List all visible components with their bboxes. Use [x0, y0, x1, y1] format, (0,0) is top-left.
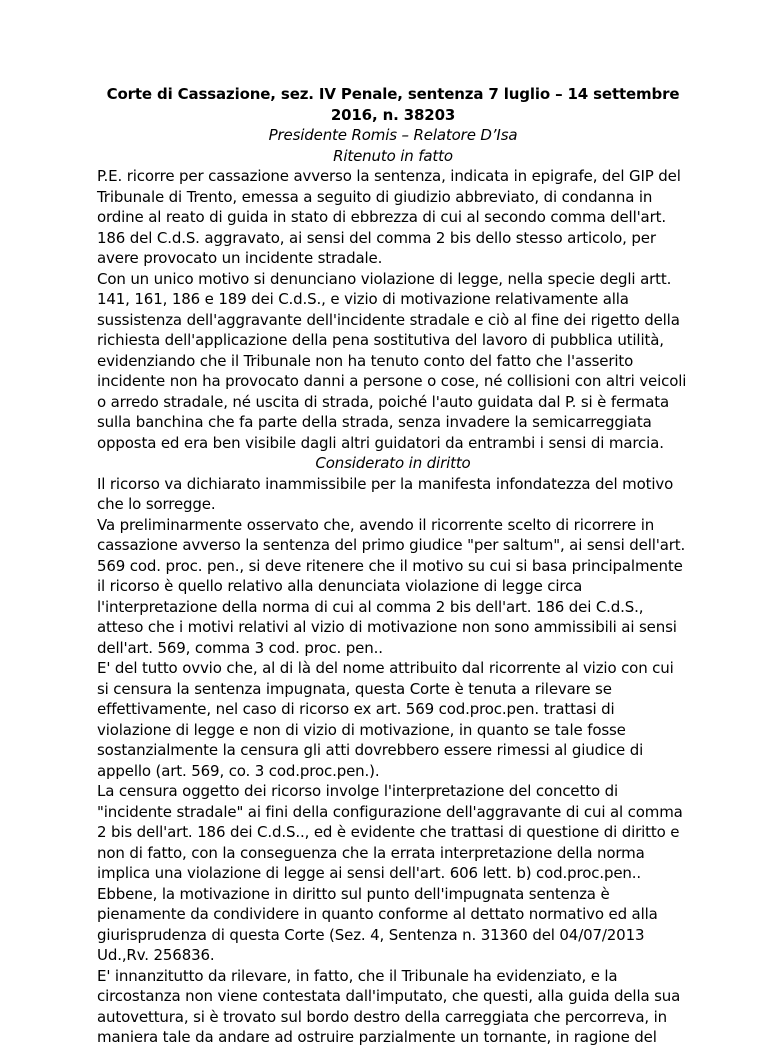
paragraph: E' del tutto ovvio che, al di là del nome attribuito dal ricorrente al vizio con cui si censura la sentenza impugnata, questa Corte è tenuta a rilevare se effettivamente, nel caso di ricorso ex art. 569 cod.proc.pen. trattasi di violazione di legge e non di vizio di motivazione, in quanto se tale fosse sostanzialmente la censura gli atti dovrebbero essere rimessi al giudice di appello (art. 569, co. 3 cod.proc.pen.). [97, 659, 674, 780]
document-subtitle: Presidente Romis – Relatore D’Isa [268, 126, 518, 144]
paragraph: Con un unico motivo si denunciano violazione di legge, nella specie degli artt. 141, 161, 186 e 189 dei C.d.S., e vizio di motivazione relativamente alla sussistenza dell'aggravante dell'incidente stradale e ciò al fine dei rigetto della richiesta dell'applicazione della pena sostitutiva del lavoro di pubblica utilità, evidenziando che il Tribunale non ha tenuto conto del fatto che l'asserito incidente non ha provocato danni a persone o cose, né collisioni con altri veicoli o arredo stradale, né uscita di strada, poiché l'auto guidata dal P. si è fermata sulla banchina che fa parte della strada, senza invadere la semicarreggiata opposta ed era ben visibile dagli altri guidatori da entrambi i sensi di marcia. [97, 269, 687, 452]
paragraph: P.E. ricorre per cassazione avverso la sentenza, indicata in epigrafe, del GIP del Tribunale di Trento, emessa a seguito di giudizio abbreviato, di condanna in ordine al reato di guida in stato di ebbrezza di cui al secondo comma dell'art. 186 del C.d.S. aggravato, ai sensi del comma 2 bis dello stesso articolo, per avere provocato un incidente stradale. [97, 167, 681, 267]
paragraph: La censura oggetto dei ricorso involge l'interpretazione del concetto di "incidente stradale" ai fini della configurazione dell'aggravante di cui al comma 2 bis dell'art. 186 dei C.d.S.., ed è evidente che trattasi di questione di diritto e non di fatto, con la conseguenza che la errata interpretazione della norma implica una violazione di legge ai sensi dell'art. 606 lett. b) cod.proc.pen.. [97, 782, 683, 882]
document-page [97, 84, 689, 1048]
paragraph: Ebbene, la motivazione in diritto sul punto dell'impugnata sentenza è pienamente da condividere in quanto conforme al dettato normativo ed alla giurisprudenza di questa Corte (Sez. 4, Sentenza n. 31360 del 04/07/2013 Ud.,Rv. 256836. [97, 884, 658, 964]
paragraph: Va preliminarmente osservato che, avendo il ricorrente scelto di ricorrere in cassazione avverso la sentenza del primo giudice "per saltum", ai sensi dell'art. 569 cod. proc. pen., si deve ritenere che il motivo su cui si basa principalmente il ricorso è quello relativo alla denunciata violazione di legge circa l'interpretazione della norma di cui al comma 2 bis dell'art. 186 dei C.d.S., atteso che i motivi relativi al vizio di motivazione non sono ammissibili ai sensi dell'art. 569, comma 3 cod. proc. pen.. [97, 515, 686, 657]
document-title: Corte di Cassazione, sez. IV Penale, sentenza 7 luglio – 14 settembre 2016, n. 38203 [106, 85, 680, 124]
paragraph: E' innanzitutto da rilevare, in fatto, che il Tribunale ha evidenziato, e la circostanza non viene contestata dall'imputato, che questi, alla guida della sua autovettura, si è trovato sul bordo destro della carreggiata che percorreva, in maniera tale da andare ad ostruire parzialmente un tornante, in ragione del [97, 966, 681, 1046]
section-heading-diritto: Considerato in diritto [315, 454, 471, 472]
paragraph: Il ricorso va dichiarato inammissibile per la manifesta infondatezza del motivo che lo sorregge. [97, 474, 674, 513]
section-heading-fatto: Ritenuto in fatto [333, 146, 453, 165]
